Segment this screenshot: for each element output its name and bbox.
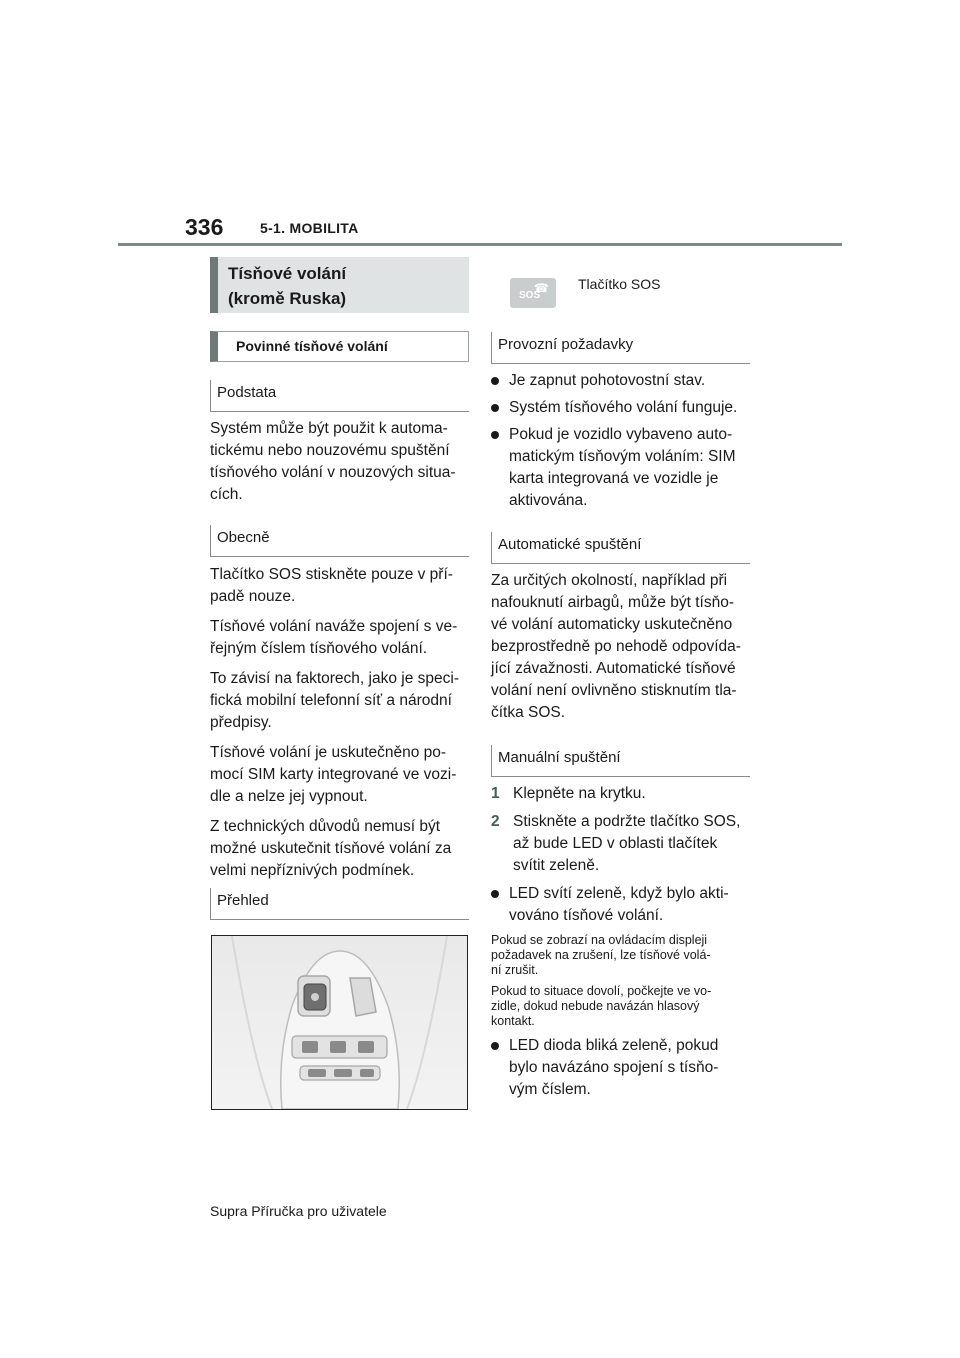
heading-podstata: Podstata xyxy=(210,380,469,412)
page-number: 336 xyxy=(185,214,224,240)
list-item: Systém tísňového volání funguje. xyxy=(491,397,756,419)
step-item: 1 Klepněte na krytku. xyxy=(491,785,646,802)
heading-obecne: Obecně xyxy=(210,525,469,557)
header-rule xyxy=(118,243,842,246)
obecne-text: Tlačítko SOS stiskněte pouze v pří- padě nouze. Tísňové volání naváže spojení s ve- řejným číslem tísňového volání. To závisí na faktorech, jako je speci- fická mobilní telefonní síť a národní předpisy. Tísňové volání je uskutečněno po- mocí SIM karty integrované ve vozi- dle a nelze jej vypnout. Z technických důvodů nemusí být možné uskutečnit tísňové volání za velmi nepříznivých podmínek. xyxy=(210,566,459,879)
phone-icon: ☎ xyxy=(534,281,549,295)
step-item: 2 Stiskněte a podržte tlačítko SOS, až bude LED v oblasti tlačítek svítit zeleně. xyxy=(491,813,741,874)
subsection-heading: Povinné tísňové volání xyxy=(210,331,469,362)
heading-prehled: Přehled xyxy=(210,888,469,920)
overview-illustration xyxy=(211,935,468,1110)
chapter-title: 5-1. MOBILITA xyxy=(260,220,359,236)
automaticke-text: Za určitých okolností, například při nafouknutí airbagů, může být tísňo- vé volání automaticky uskutečněno bezprostředně po nehodě odpovída- jící závažnosti. Automatické tísňové volání není ovlivněno stisknutím tla- čítka SOS. xyxy=(491,572,741,721)
sos-button-icon: ☎ SOS xyxy=(510,278,556,308)
footer-text: Supra Příručka pro uživatele xyxy=(210,1203,387,1219)
list-item: LED svítí zeleně, když bylo akti- vováno tísňové volání. xyxy=(491,883,756,927)
podstata-text: Systém může být použit k automa- tickému nebo nouzovému spuštění tísňového volání v nouzových situa- cích. xyxy=(210,420,456,503)
list-item: Pokud je vozidlo vybaveno auto- matickým tísňovým voláním: SIM karta integrovaná ve vozidle je aktivována. xyxy=(491,424,756,512)
provozni-list xyxy=(491,370,756,512)
heading-manualni: Manuální spuštění xyxy=(491,745,750,777)
note-text: Pokud to situace dovolí, počkejte ve vo- zidle, dokud nebude navázán hlasový kontakt. xyxy=(491,984,712,1028)
list-item: LED dioda bliká zeleně, pokud bylo navázáno spojení s tísňo- vým číslem. xyxy=(491,1035,756,1101)
sos-caption: Tlačítko SOS xyxy=(578,276,661,292)
roof-console-drawing xyxy=(212,936,467,1109)
list-item: Je zapnut pohotovostní stav. xyxy=(491,370,756,392)
section-heading: Tísňové volání (kromě Ruska) xyxy=(210,257,469,313)
heading-provozni: Provozní požadavky xyxy=(491,332,750,364)
manualni-content xyxy=(491,783,756,1101)
heading-automaticke: Automatické spuštění xyxy=(491,532,750,564)
note-text: Pokud se zobrazí na ovládacím displeji požadavek na zrušení, lze tísňové volá- ní zrušit. xyxy=(491,933,711,977)
